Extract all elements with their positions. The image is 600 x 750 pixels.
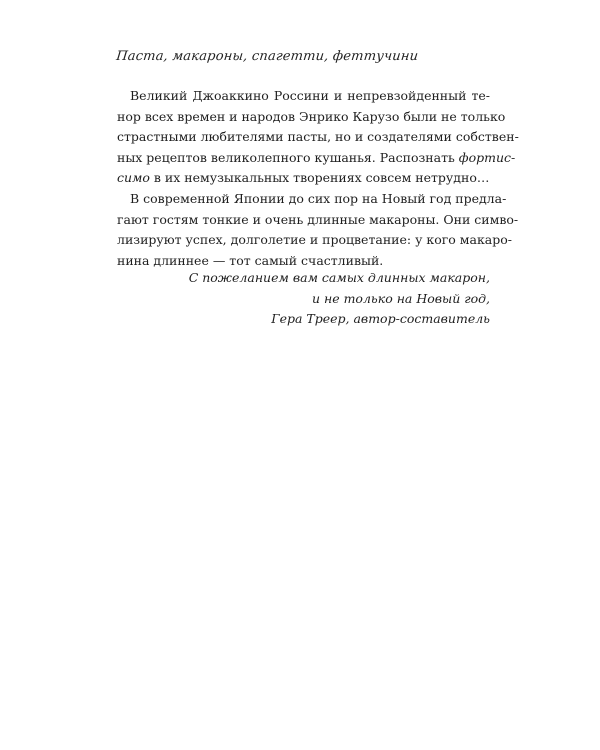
paragraph-line: нор всех времен и народов Энрико Карузо были не только: [117, 108, 506, 124]
paragraph-line: В современной Японии до сих пор на Новый год предла-: [130, 191, 507, 206]
running-header: Паста, макароны, спагетти, феттучини: [115, 49, 419, 64]
paragraph-line: лизируют успех, долголетие и процветание: у кого макаро-: [117, 232, 512, 248]
italic-term: симо: [117, 170, 150, 186]
italic-term: фортис-: [458, 149, 516, 165]
signature-author: Гера Треер, автор-составитель: [271, 311, 490, 327]
paragraph-line: страстными любителями пасты, но и создателями собствен-: [117, 129, 519, 145]
paragraph-line: нина длиннее — тот самый счастливый.: [117, 252, 384, 268]
signature-line: и не только на Новый год,: [311, 290, 490, 306]
paragraph-line: Великий Джоаккино Россини и непревзойденный те-: [130, 88, 490, 103]
signature-line: С пожеланием вам самых длинных макарон,: [188, 270, 490, 285]
author-signature: [189, 268, 490, 330]
paragraph-japan: [117, 189, 519, 271]
paragraph-text: в их немузыкальных творениях совсем нетрудно…: [149, 170, 490, 186]
paragraph-line: гают гостям тонкие и очень длинные макароны. Они симво-: [117, 211, 519, 227]
paragraph-rossini-caruso: [117, 86, 519, 189]
paragraph-line: [117, 168, 490, 189]
paragraph-text: ных рецептов великолепного кушанья. Распознать: [117, 149, 459, 165]
paragraph-line: [117, 148, 516, 169]
